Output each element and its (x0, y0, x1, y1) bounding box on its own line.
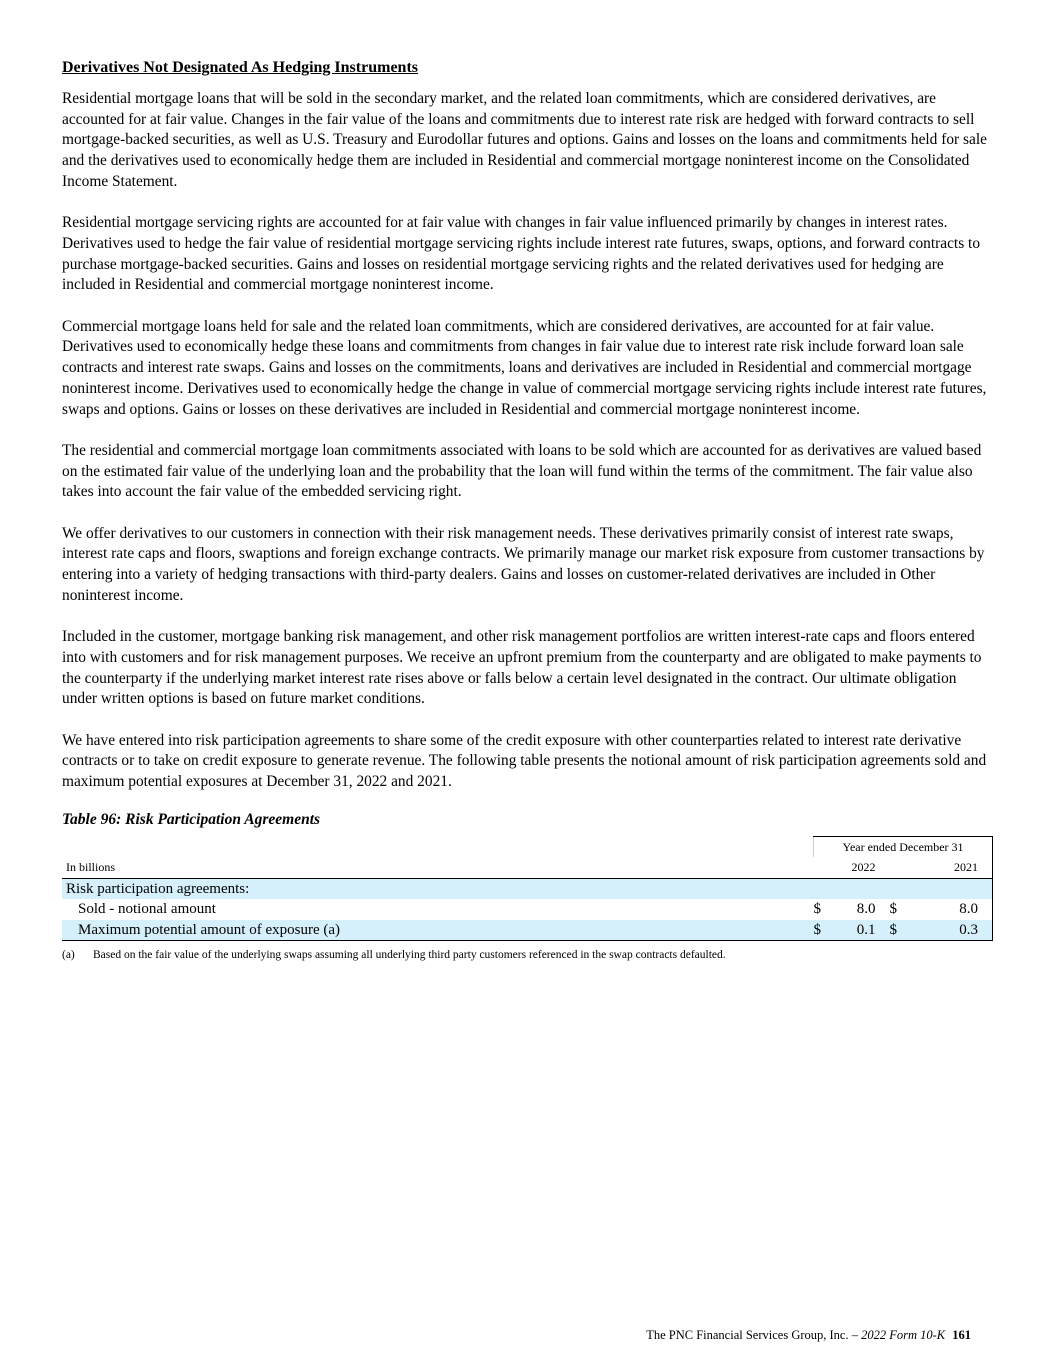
value-2021: 0.3 (903, 920, 992, 941)
currency-symbol: $ (889, 901, 897, 917)
paragraph-1: Residential mortgage loans that will be sold in the secondary market, and the related loan commitments, which are considered derivatives, are accounted for at fair value. Changes in the fair value of the loans and commitments due to interest rate risk are hedged with forward contracts to sell mortgage-backed securities, as well as U.S. Treasury and Eurodollar futures and options. Gains and losses on the loans and commitments held for sale and the derivatives used to economically hedge them are included in Residential and commercial mortgage noninterest income on the Consolidated Income Statement. (62, 90, 987, 190)
row-label: Maximum potential amount of exposure (a) (62, 920, 814, 941)
footnote-text: Based on the fair value of the underlying swaps assuming all underlying third party customers referenced in the swap contracts defaulted. (93, 949, 726, 961)
currency-symbol: $ (890, 920, 904, 941)
document-body (62, 58, 994, 963)
value-2022: 8.0 (856, 901, 876, 917)
section-label: Risk participation agreements: (62, 878, 903, 899)
footnote-mark: (a) (62, 949, 75, 961)
currency-symbol: $ (814, 920, 828, 941)
period-header: Year ended December 31 (814, 836, 993, 857)
row-label: Sold - notional amount (78, 901, 216, 917)
footer-form: 2022 Form 10-K (861, 1328, 946, 1342)
footer-company: The PNC Financial Services Group, Inc. – (646, 1328, 858, 1342)
table-row (62, 920, 993, 941)
year-header-2022: 2022 (851, 860, 876, 874)
paragraph-4: The residential and commercial mortgage loan commitments associated with loans to be sold which are accounted for as derivatives are valued based on the estimated fair value of the underlying loan and the probability that the loan will fund within the terms of the commitment. The fair value also takes into account the fair value of the embedded servicing right. (62, 441, 982, 501)
page-number: 161 (952, 1328, 971, 1342)
paragraph-5: We offer derivatives to our customers in connection with their risk management needs. These derivatives primarily consist of interest rate swaps, interest rate caps and floors, swaptions and foreign exchange contracts. We primarily manage our market risk exposure from customer transactions by entering into a variety of hedging transactions with third-party dealers. Gains and losses on customer-related derivatives are included in Other noninterest income. (62, 524, 985, 604)
table-column-header-row (62, 857, 993, 878)
table-period-header-row (62, 836, 993, 857)
section-heading: Derivatives Not Designated As Hedging Instruments (62, 59, 418, 76)
risk-participation-table (62, 836, 993, 942)
paragraph-7: We have entered into risk participation agreements to share some of the credit exposure with other counterparties related to interest rate derivative contracts or to take on credit exposure to generate revenue. The following table presents the notional amount of risk participation agreements sold and maximum potential exposures at December 31, 2022 and 2021. (62, 731, 987, 791)
paragraph-6: Included in the customer, mortgage banking risk management, and other risk management portfolios are written interest-rate caps and floors entered into with customers and for risk management purposes. We receive an upfront premium from the counterparty and are obligated to make payments to the counterparty if the underlying market interest rate rises above or falls below a certain level designated in the contract. Our ultimate obligation under written options is based on future market conditions. (62, 628, 982, 708)
table-section-row (62, 878, 993, 899)
table-row (62, 899, 993, 920)
year-header-2021: 2021 (903, 857, 992, 878)
paragraph-3: Commercial mortgage loans held for sale and the related loan commitments, which are considered derivatives, are accounted for at fair value. Derivatives used to economically hedge these loans and commitments from changes in fair value due to interest rate risk include forward loan sale contracts and interest rate swaps. Gains and losses on the commitments, loans and derivatives are included in Residential and commercial mortgage noninterest income. Derivatives used to economically hedge the change in value of commercial mortgage servicing rights include interest rate futures, swaps and options. Gains or losses on these derivatives are included in Residential and commercial mortgage noninterest income. (62, 317, 987, 418)
table-footnote (62, 948, 994, 963)
value-2022: 0.1 (828, 920, 890, 941)
paragraph-2: Residential mortgage servicing rights are accounted for at fair value with changes in fair value influenced primarily by changes in interest rates. Derivatives used to hedge the fair value of residential mortgage servicing rights include interest rate futures, swaps, options, and forward contracts to purchase mortgage-backed securities. Gains and losses on residential mortgage servicing rights and the related derivatives used for hedging are included in Residential and commercial mortgage noninterest income. (62, 214, 981, 294)
page-footer (646, 1327, 971, 1343)
value-2021: 8.0 (903, 899, 992, 920)
currency-symbol: $ (813, 901, 822, 917)
unit-label: In billions (66, 860, 116, 874)
table-title: Table 96: Risk Participation Agreements (62, 810, 321, 828)
